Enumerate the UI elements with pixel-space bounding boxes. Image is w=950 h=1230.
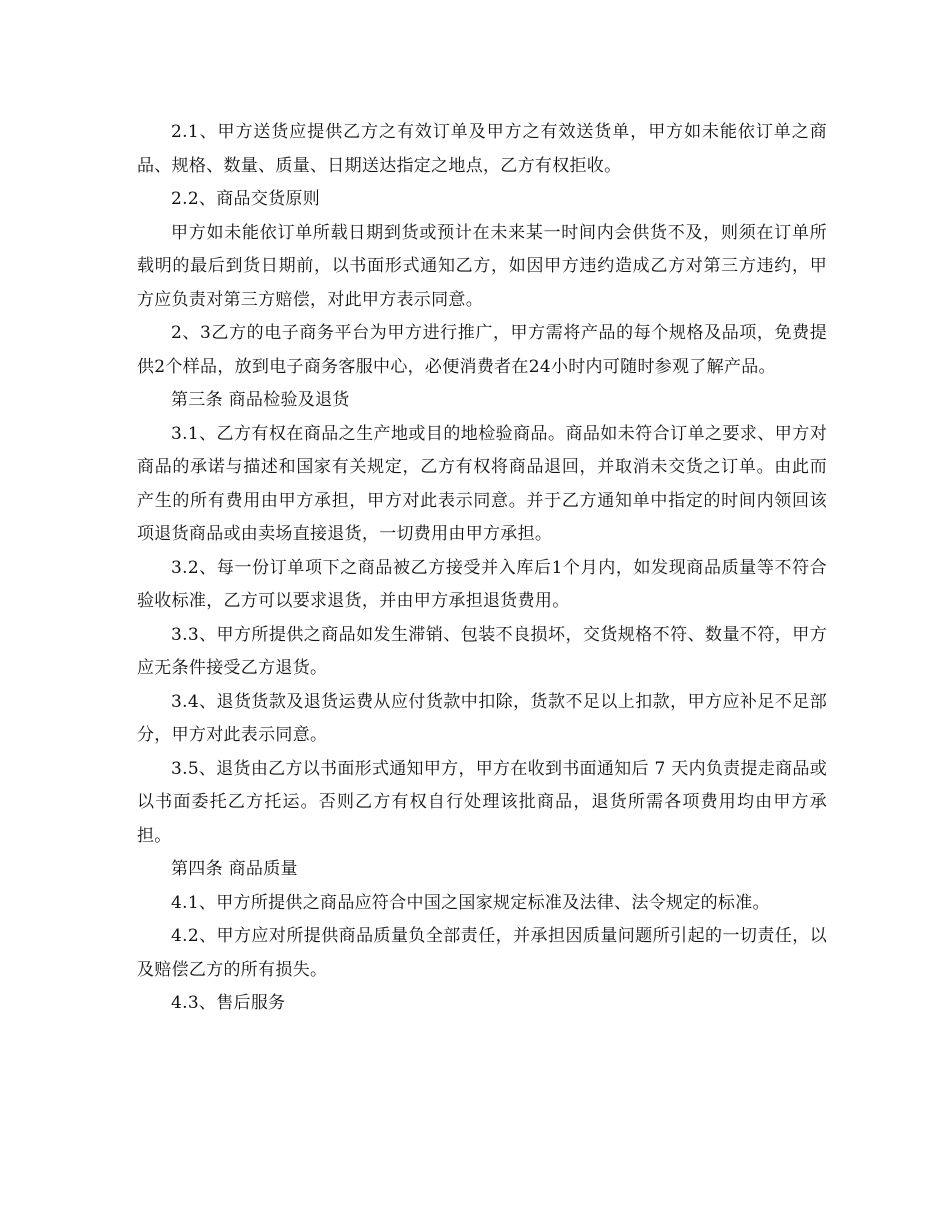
paragraph-delivery-principle: 甲方如未能依订单所载日期到货或预计在未来某一时间内会供货不及，则须在订单所载明的最后到货日期前，以书面形式通知乙方，如因甲方违约造成乙方对第三方违约，甲方应负责对第三方赔偿，对此甲方表示同意。	[137, 222, 827, 310]
paragraph-3-3: 3.3、甲方所提供之商品如发生滞销、包装不良损坏，交货规格不符、数量不符，甲方应无条件接受乙方退货。	[137, 624, 827, 678]
paragraph-3-1: 3.1、乙方有权在商品之生产地或目的地检验商品。商品如未符合订单之要求、甲方对商品的承诺与描述和国家有关规定，乙方有权将商品退回，并取消未交货之订单。由此而产生的所有费用由甲方承担，甲方对此表示同意。并于乙方通知单中指定的时间内领回该项退货商品或由卖场直接退货，一切费用由甲方承担。	[137, 423, 827, 544]
heading-2-2: 2.2、商品交货原则	[171, 189, 321, 209]
paragraph-4-2: 4.2、甲方应对所提供商品质量负全部责任，并承担因质量问题所引起的一切责任，以及赔偿乙方的所有损失。	[137, 926, 827, 980]
paragraph-4-1: 4.1、甲方所提供之商品应符合中国之国家规定标准及法律、法令规定的标准。	[171, 892, 770, 913]
heading-4-3: 4.3、售后服务	[171, 993, 286, 1013]
heading-article-3: 第三条 商品检验及退货	[171, 390, 350, 410]
paragraph-3-2: 3.2、每一份订单项下之商品被乙方接受并入库后1个月内，如发现商品质量等不符合验收标准，乙方可以要求退货，并由甲方承担退货费用。	[137, 557, 827, 611]
paragraph-2-1: 2.1、甲方送货应提供乙方之有效订单及甲方之有效送货单，甲方如未能依订单之商品、规格、数量、质量、日期送达指定之地点，乙方有权拒收。	[137, 122, 827, 176]
heading-article-4: 第四条 商品质量	[171, 859, 298, 879]
document-body	[137, 116, 827, 1021]
paragraph-3-4: 3.4、退货货款及退货运费从应付货款中扣除，货款不足以上扣款，甲方应补足不足部分，甲方对此表示同意。	[137, 691, 827, 745]
paragraph-3-5: 3.5、退货由乙方以书面形式通知甲方，甲方在收到书面通知后 7 天内负责提走商品或以书面委托乙方托运。否则乙方有权自行处理该批商品，退货所需各项费用均由甲方承担。	[137, 758, 827, 846]
paragraph-2-3: 2、3乙方的电子商务平台为甲方进行推广，甲方需将产品的每个规格及品项，免费提供2个样品，放到电子商务客服中心，必便消费者在24小时内可随时参观了解产品。	[137, 323, 827, 377]
